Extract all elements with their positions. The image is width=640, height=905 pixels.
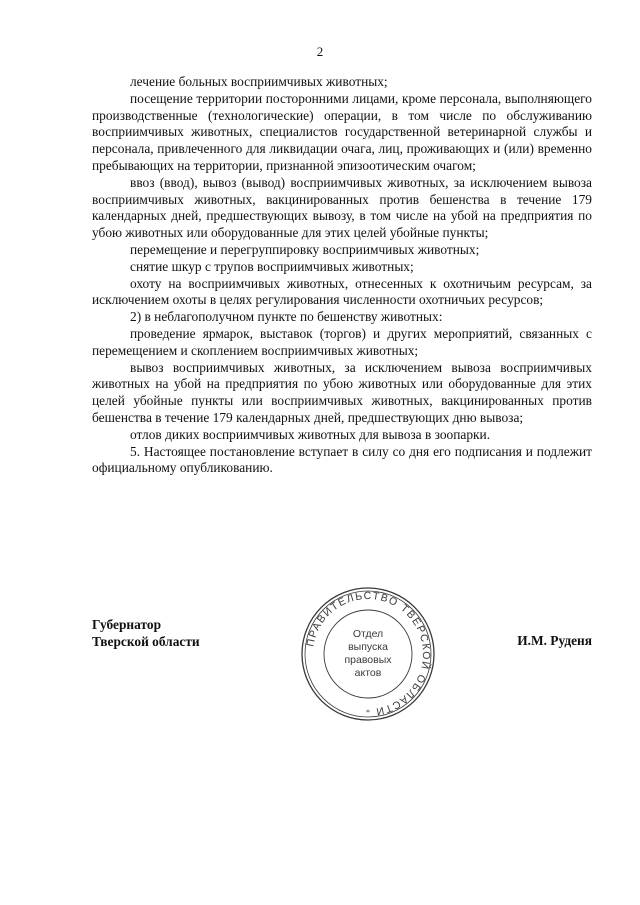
paragraph: отлов диких восприимчивых животных для вывоза в зоопарки. bbox=[130, 426, 491, 442]
paragraph: охоту на восприимчивых животных, отнесенных к охотничьим ресурсам, за исключением охоты в целях регулирования численности охотничьих ресурсов; bbox=[92, 275, 592, 308]
stamp-inner-line: правовых bbox=[344, 654, 392, 666]
stamp-inner-line: актов bbox=[354, 667, 382, 679]
paragraph: 5. Настоящее постановление вступает в силу со дня его подписания и подлежит официальному опубликованию. bbox=[92, 443, 592, 476]
paragraph: лечение больных восприимчивых животных; bbox=[130, 74, 388, 89]
paragraph: ввоз (ввод), вывоз (вывод) восприимчивых животных, за исключением вывоза восприимчивых животных, вакцинированных против бешенства в течение 179 календарных дней, предшествующих вывозу, в том числе на убой на предприятия по убою животных или оборудованные для этих целей убойные пункты; bbox=[92, 174, 592, 241]
stamp-ring-text: ПРАВИТЕЛЬСТВО ТВЕРСКОЙ ОБЛАСТИ bbox=[304, 589, 433, 718]
signer-title-line: Губернатор bbox=[92, 617, 162, 632]
signature-block bbox=[92, 589, 592, 762]
official-stamp bbox=[298, 584, 438, 724]
signer-title bbox=[92, 616, 200, 650]
paragraph: посещение территории посторонними лицами, кроме персонала, выполняющего производственные (технологические) операции, в том числе по обслуживанию восприимчивых животных, специалистов государственной ветеринарной службы и персонала, привлеченного для ликвидации очага, лиц, проживающих и (или) временно пребывающих на территории, признанной эпизоотическим очагом; bbox=[92, 90, 592, 173]
paragraph: снятие шкур с трупов восприимчивых животных; bbox=[130, 258, 414, 274]
paragraph: перемещение и перегруппировку восприимчивых животных; bbox=[130, 241, 480, 257]
paragraph: вывоз восприимчивых животных, за исключением вывоза восприимчивых животных на убой на предприятия по убою животных или оборудованные для этих целей убойные пункты или восприимчивых животных, вакцинированных против бешенства в течение 179 календарных дней, предшествующих дню вывоза; bbox=[92, 359, 592, 425]
stamp-inner-line: Отдел bbox=[352, 628, 384, 640]
paragraph: проведение ярмарок, выставок (торгов) и других мероприятий, связанных с перемещением и скоплением восприимчивых животных; bbox=[92, 325, 592, 358]
signer-title-line: Тверской области bbox=[92, 634, 200, 649]
signer-name: И.М. Руденя bbox=[517, 633, 592, 648]
svg-text:*: * bbox=[366, 708, 370, 717]
body-text bbox=[92, 74, 592, 477]
stamp-inner-line: выпуска bbox=[348, 641, 388, 653]
paragraph: 2) в неблагополучном пункте по бешенству животных: bbox=[130, 309, 443, 325]
page-number: 2 bbox=[316, 44, 324, 59]
stamp-inner-text bbox=[298, 584, 438, 724]
